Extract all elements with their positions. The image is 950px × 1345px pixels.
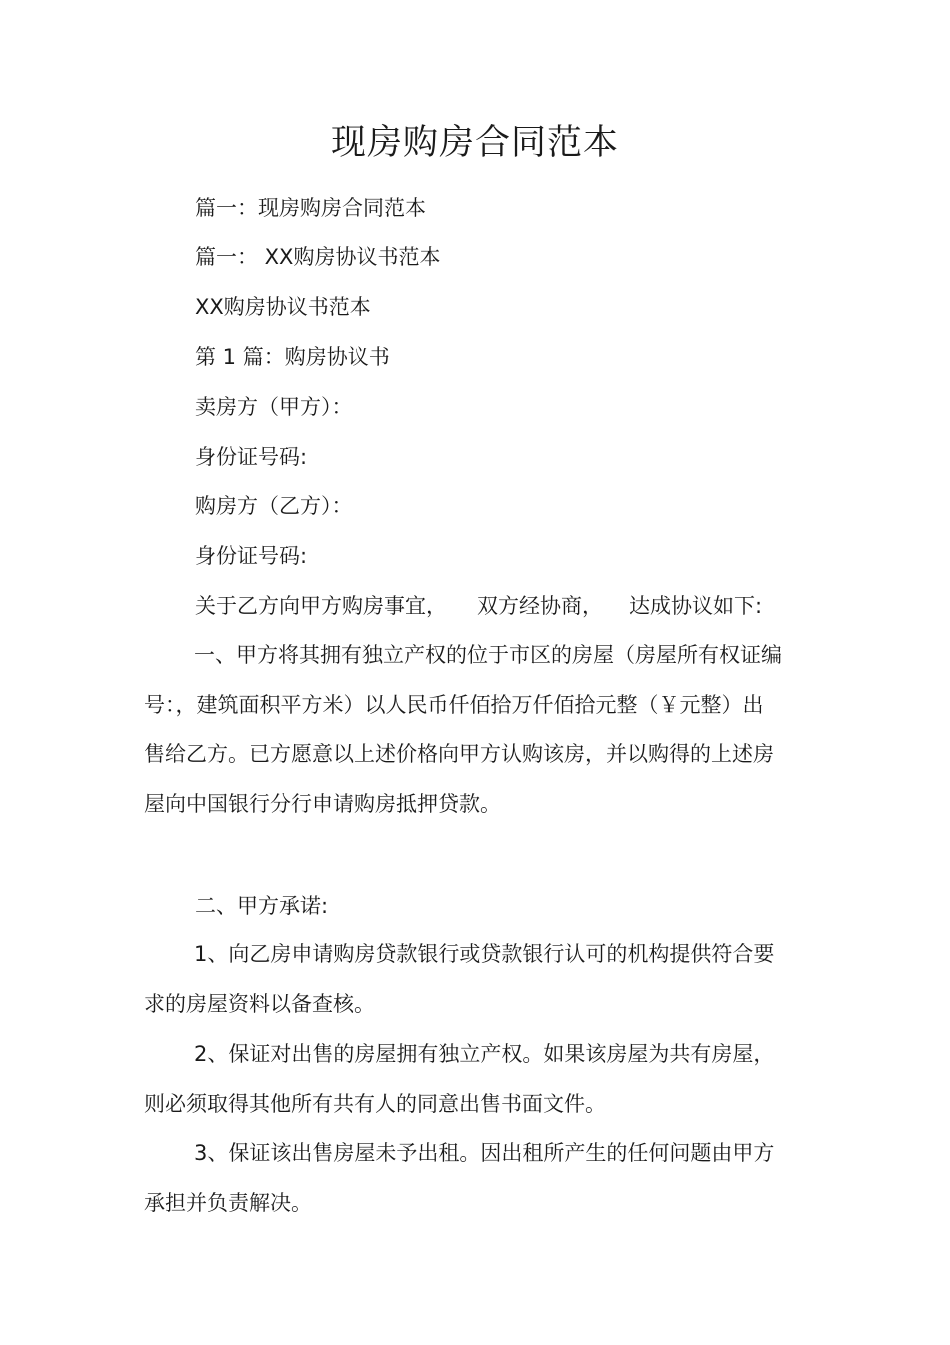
heading-agreement-sample: XX购房协议书范本 (195, 295, 371, 319)
clause-one-paragraph: 一、甲方将其拥有独立产权的位于市区的房屋（房屋所有权证编号：，建筑面积平方米）以人民币仟佰拾万仟佰拾元整（￥元整）出售给乙方。已方愿意以上述价格向甲方认购该房，并以购得的上述房屋向中国银行分行申请购房抵押贷款。 (144, 643, 782, 816)
seller-commitments-heading: 二、甲方承诺: (195, 894, 329, 918)
intro-sentence (195, 591, 762, 621)
seller-id-field: 身份证号码: (195, 445, 308, 469)
commitment-2-paragraph: 2、保证对出售的房屋拥有独立产权。如果该房屋为共有房屋，则必须取得其他所有共有人的同意出售书面文件。 (144, 1042, 775, 1116)
seller-field: 卖房方（甲方）： (195, 395, 353, 419)
intro-part-2: 双方经协商， (477, 594, 603, 618)
commitment-3-paragraph: 3、保证该出售房屋未予出租。因出租所产生的任何问题由甲方承担并负责解决。 (144, 1141, 775, 1215)
heading-part-one: 篇一：现房购房合同范本 (195, 196, 426, 220)
buyer-field: 购房方（乙方）： (195, 494, 353, 518)
document-title: 现房购房合同范本 (330, 123, 619, 163)
heading-part-one-alt: 篇一： XX购房协议书范本 (195, 245, 441, 269)
buyer-id-field: 身份证号码: (195, 544, 308, 568)
commitment-1-paragraph: 1、向乙房申请购房贷款银行或贷款银行认可的机构提供符合要求的房屋资料以备查核。 (144, 942, 775, 1016)
heading-chapter-one: 第 1 篇：购房协议书 (195, 345, 390, 369)
intro-part-1: 关于乙方向甲方购房事宜， (195, 594, 447, 618)
intro-part-3: 达成协议如下: (629, 594, 763, 618)
